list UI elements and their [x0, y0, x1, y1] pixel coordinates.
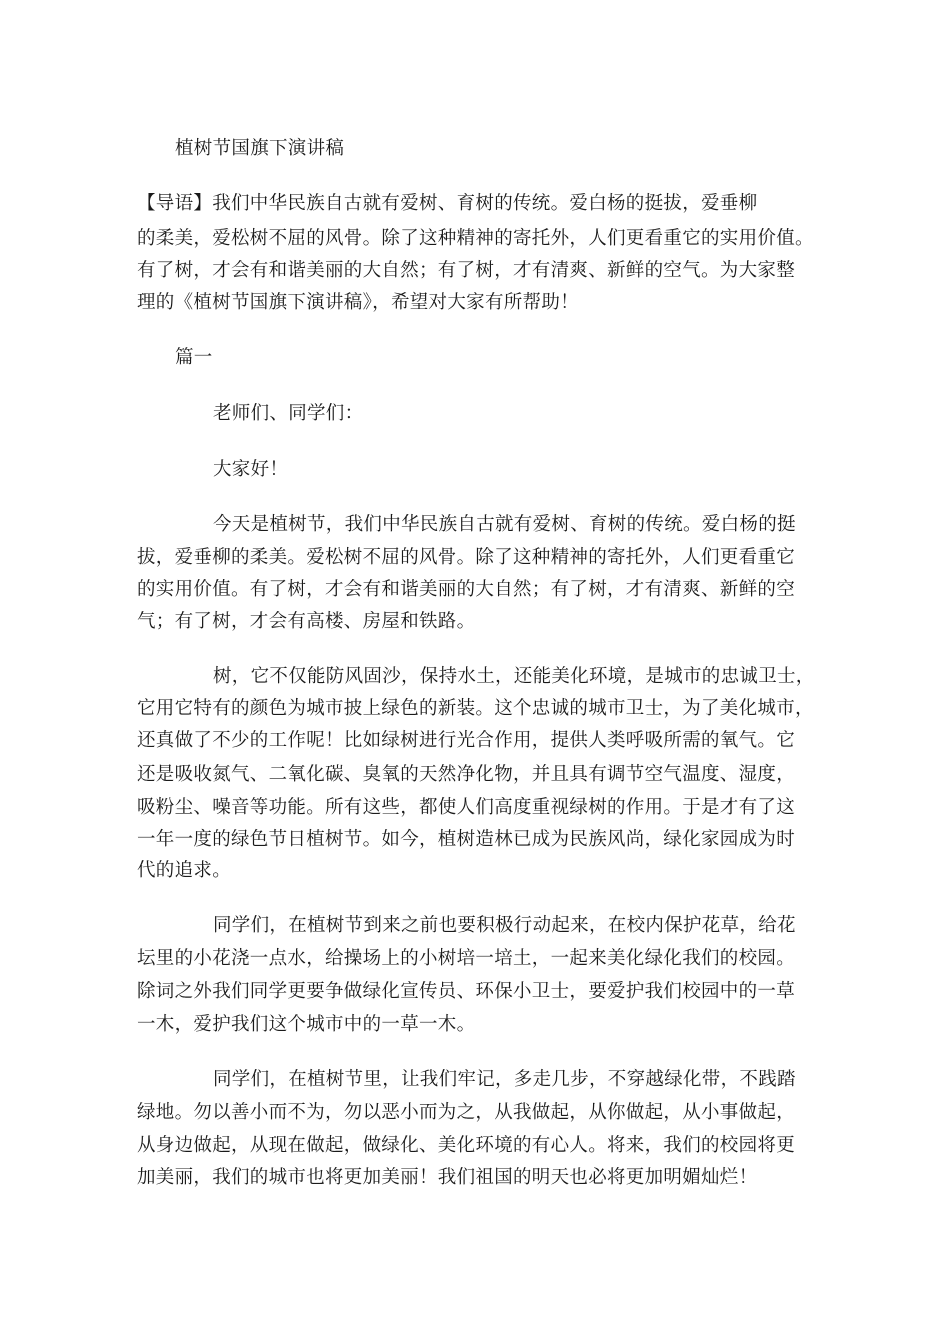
paragraph-line: 除词之外我们同学更要争做绿化宣传员、环保小卫士，要爱护我们校园中的一草: [137, 981, 796, 1002]
paragraph-line: 坛里的小花浇一点水，给操场上的小树培一培土，一起来美化绿化我们的校园。: [137, 948, 796, 969]
intro-line: 理的《植树节国旗下演讲稿》，希望对大家有所帮助！: [137, 292, 579, 313]
paragraph-line: 绿地。勿以善小而不为，勿以恶小而为之，从我做起，从你做起，从小事做起，: [137, 1102, 796, 1123]
paragraph-line: 树，它不仅能防风固沙，保持水土，还能美化环境，是城市的忠诚卫士，: [213, 666, 815, 687]
paragraph-line: 今天是植树节，我们中华民族自古就有爱树、育树的传统。爱白杨的挺: [213, 514, 796, 535]
paragraph-line: 的实用价值。有了树，才会有和谐美丽的大自然；有了树，才有清爽、新鲜的空: [137, 579, 796, 600]
paragraph-line: 一年一度的绿色节日植树节。如今，植树造林已成为民族风尚，绿化家园成为时: [137, 829, 796, 850]
salutation: 老师们、同学们：: [213, 403, 364, 424]
paragraph-line: 气；有了树，才会有高楼、房屋和铁路。: [137, 611, 476, 632]
paragraph-line: 从身边做起，从现在做起，做绿化、美化环境的有心人。将来，我们的校园将更: [137, 1135, 796, 1156]
paragraph-line: 同学们，在植树节里，让我们牢记，多走几步，不穿越绿化带，不践踏: [213, 1069, 796, 1090]
intro-line: 的柔美，爱松树不屈的风骨。除了这种精神的寄托外，人们更看重它的实用价值。: [137, 228, 814, 249]
paragraph-line: 同学们，在植树节到来之前也要积极行动起来，在校内保护花草，给花: [213, 915, 796, 936]
intro-line: 【导语】我们中华民族自古就有爱树、育树的传统。爱白杨的挺拔，爱垂柳: [137, 193, 758, 214]
paragraph-line: 拔，爱垂柳的柔美。爱松树不屈的风骨。除了这种精神的寄托外，人们更看重它: [137, 547, 796, 568]
paragraph-line: 代的追求。: [137, 860, 232, 881]
paragraph-line: 吸粉尘、噪音等功能。所有这些，都使人们高度重视绿树的作用。于是才有了这: [137, 797, 796, 818]
paragraph-line: 它用它特有的颜色为城市披上绿色的新装。这个忠诚的城市卫士，为了美化城市，: [137, 698, 814, 719]
document-title: 植树节国旗下演讲稿: [175, 138, 345, 159]
paragraph-line: 还是吸收氮气、二氧化碳、臭氧的天然净化物，并且具有调节空气温度、湿度，: [137, 764, 796, 785]
paragraph-line: 加美丽，我们的城市也将更加美丽！我们祖国的明天也必将更加明媚灿烂！: [137, 1167, 758, 1188]
intro-line: 有了树，才会有和谐美丽的大自然；有了树，才有清爽、新鲜的空气。为大家整: [137, 260, 796, 281]
section-label: 篇一: [175, 347, 213, 368]
paragraph-line: 还真做了不少的工作呢！比如绿树进行光合作用，提供人类呼吸所需的氧气。它: [137, 730, 796, 751]
paragraph-line: 一木，爱护我们这个城市中的一草一木。: [137, 1014, 476, 1035]
greeting: 大家好！: [213, 459, 289, 480]
